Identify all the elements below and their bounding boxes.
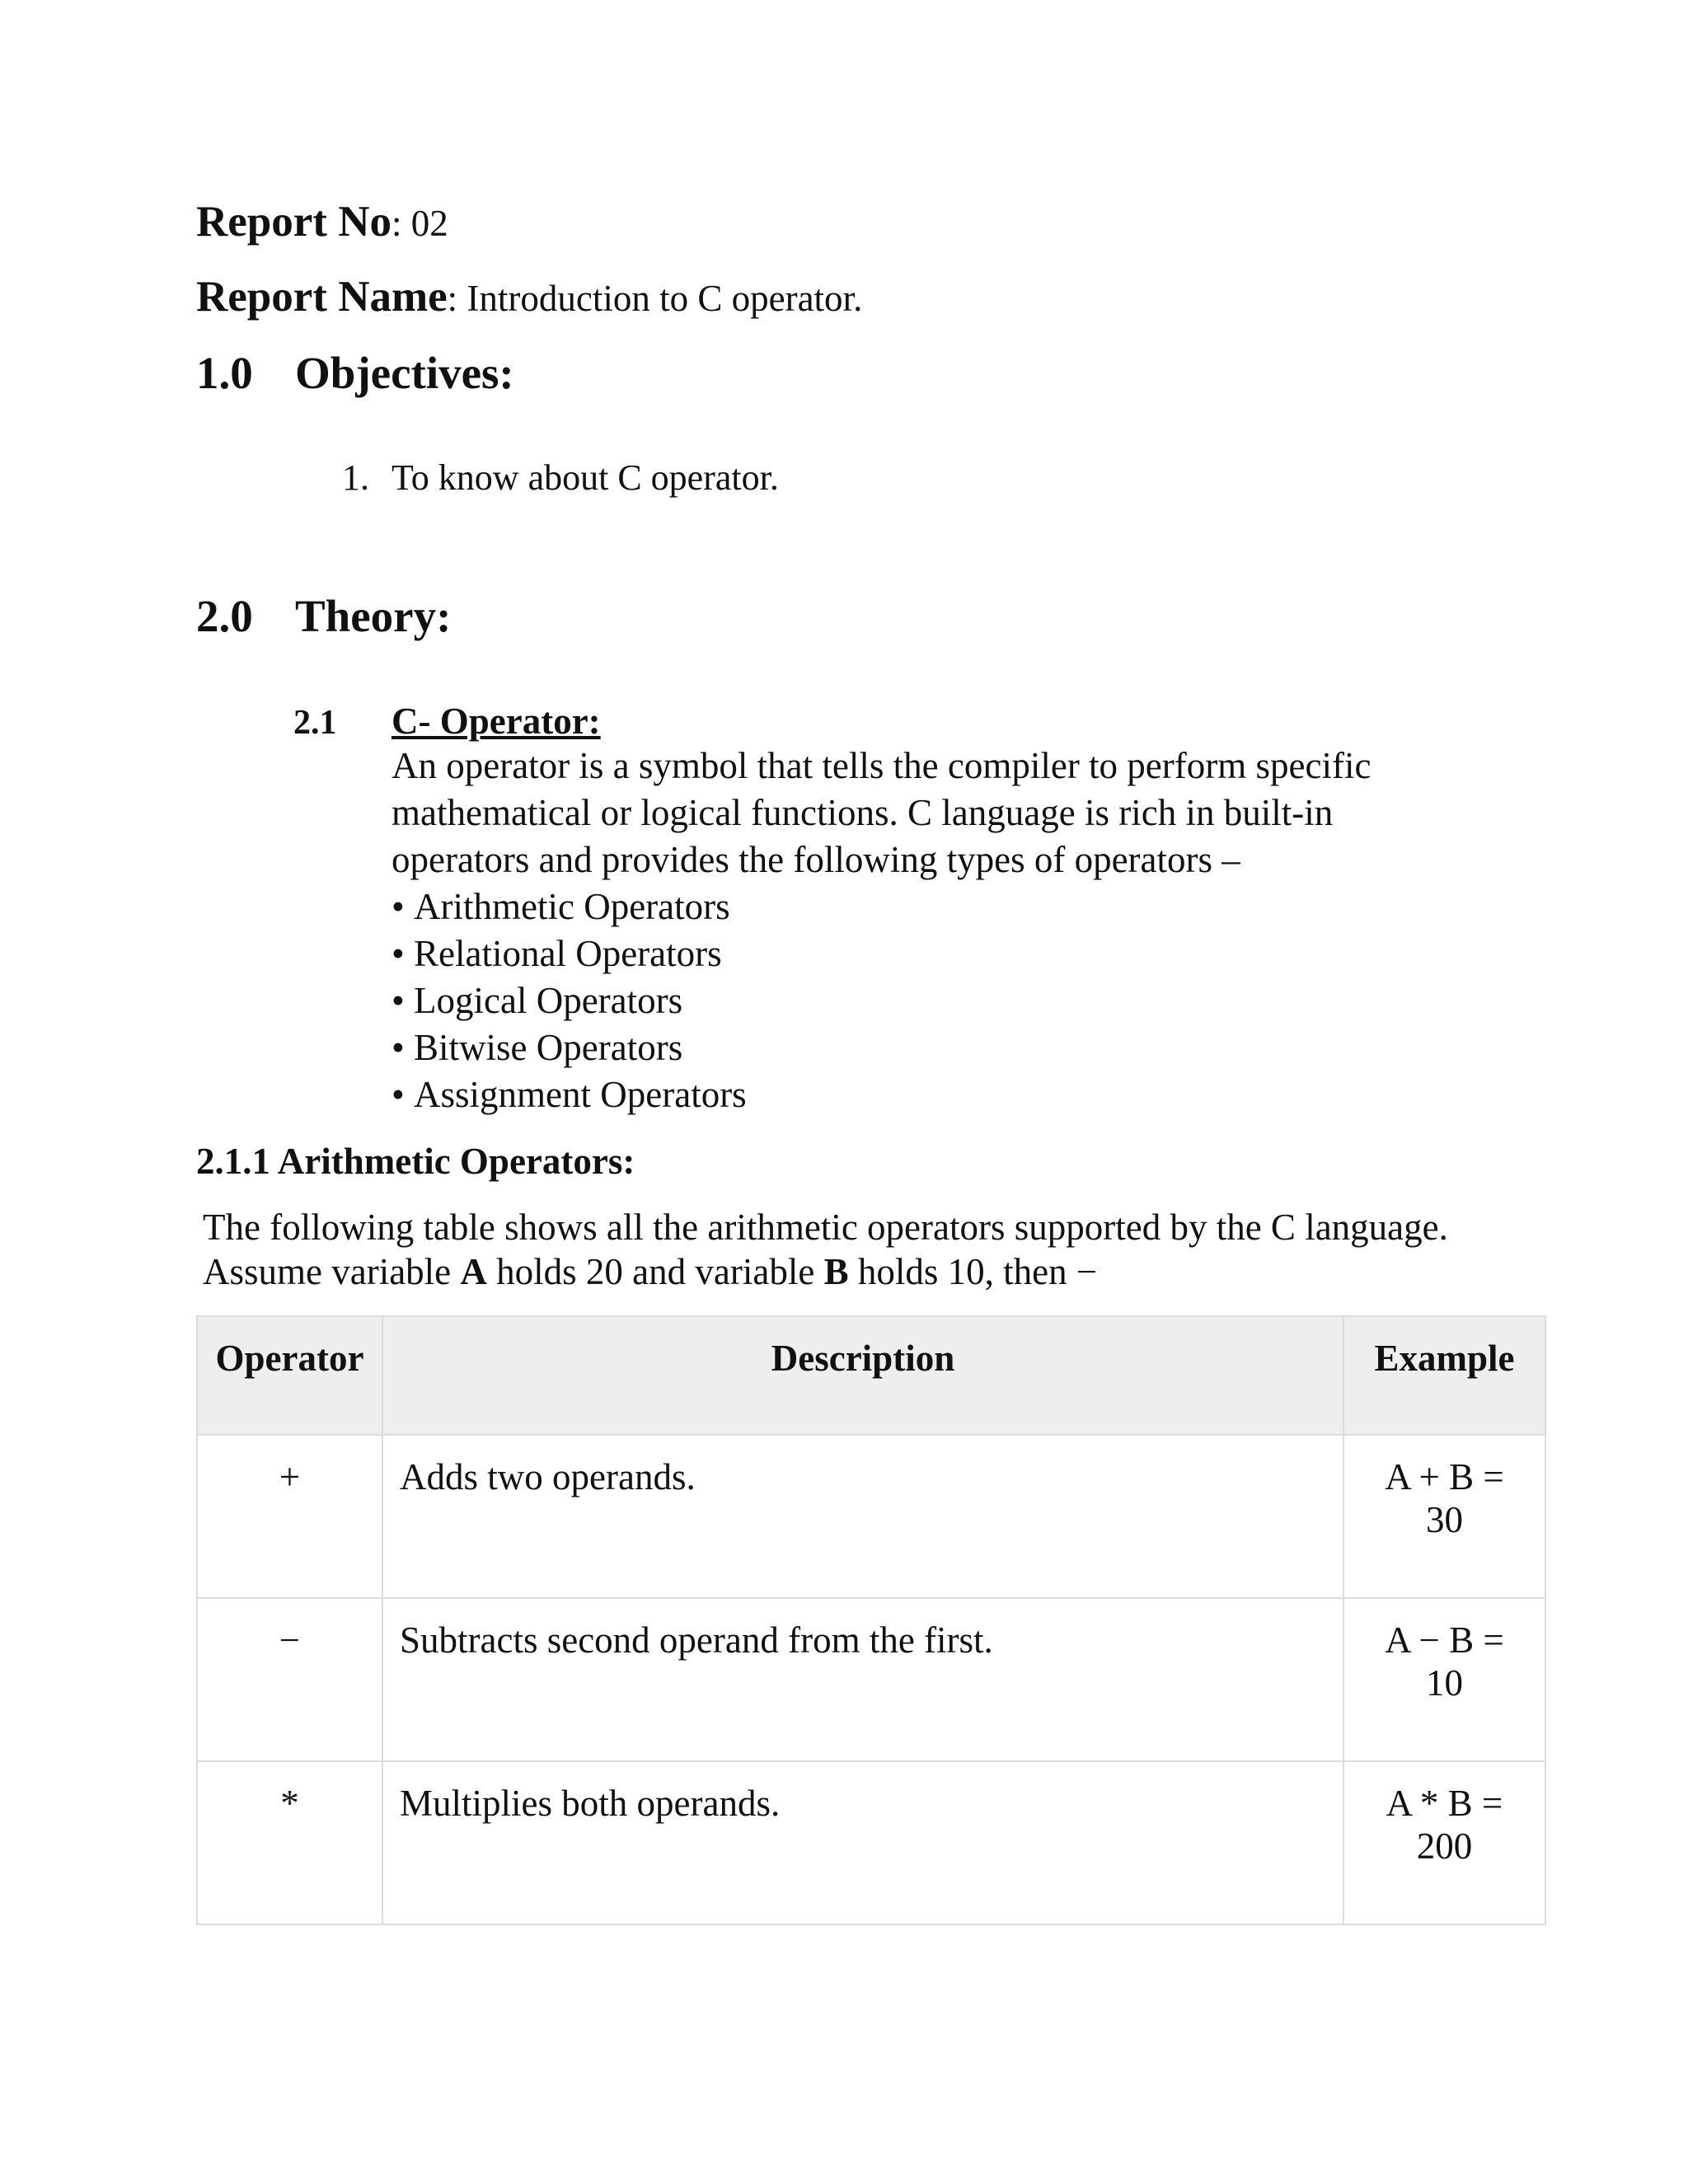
objectives-heading <box>196 350 514 396</box>
list-item: • Logical Operators <box>392 977 1371 1024</box>
operator-types-list <box>392 883 1371 1118</box>
report-name-value: : Introduction to C operator. <box>447 278 863 319</box>
example-result: 30 <box>1426 1499 1463 1540</box>
objective-item-number: 1. <box>342 457 369 498</box>
example-result: 200 <box>1416 1825 1473 1867</box>
example-result: 10 <box>1426 1662 1463 1704</box>
theory-heading <box>196 593 451 639</box>
cell-operator: * <box>197 1761 382 1924</box>
header-example: Example <box>1343 1316 1545 1435</box>
cell-description: Multiplies both operands. <box>382 1761 1343 1924</box>
example-expression: A * B = <box>1386 1783 1503 1824</box>
intro-text: Assume variable <box>203 1251 461 1292</box>
arithmetic-operators-table <box>196 1315 1546 1925</box>
intro-text: holds 10, then − <box>848 1251 1098 1292</box>
report-number-line <box>196 200 448 244</box>
report-number-value: : 02 <box>391 203 448 244</box>
table-row <box>197 1598 1545 1761</box>
arithmetic-intro <box>203 1205 1604 1294</box>
header-description: Description <box>382 1316 1343 1435</box>
body-line: operators and provides the following types of operators – <box>392 839 1240 880</box>
cell-description: Subtracts second operand from the first. <box>382 1598 1343 1761</box>
table-row <box>197 1435 1545 1598</box>
objectives-number: 1.0 <box>196 348 253 398</box>
table-row <box>197 1761 1545 1924</box>
cell-example <box>1343 1598 1545 1761</box>
subsection-title: C- Operator: <box>392 701 601 742</box>
intro-text: holds 20 and variable <box>486 1251 824 1292</box>
objective-item <box>342 457 779 498</box>
intro-line-1: The following table shows all the arithmetic operators supported by the C language. <box>203 1207 1448 1248</box>
list-item: • Relational Operators <box>392 930 1371 977</box>
report-number-label: Report No <box>196 198 392 246</box>
theory-title: Theory: <box>295 591 452 641</box>
example-expression: A + B = <box>1385 1456 1504 1497</box>
table-header-row <box>197 1316 1545 1435</box>
report-name-label: Report Name <box>196 273 448 321</box>
theory-number: 2.0 <box>196 591 253 641</box>
list-item: • Bitwise Operators <box>392 1024 1371 1071</box>
variable-a: A <box>460 1251 487 1292</box>
list-item: • Assignment Operators <box>392 1071 1371 1118</box>
subsection-number: 2.1 <box>293 704 337 742</box>
arithmetic-heading: 2.1.1 Arithmetic Operators: <box>196 1141 635 1182</box>
list-item: • Arithmetic Operators <box>392 883 1371 930</box>
header-operator: Operator <box>197 1316 382 1435</box>
objectives-title: Objectives: <box>295 348 514 398</box>
body-line: mathematical or logical functions. C language is rich in built-in <box>392 792 1334 833</box>
body-line: An operator is a symbol that tells the compiler to perform specific <box>392 745 1372 786</box>
cell-operator: − <box>197 1598 382 1761</box>
objective-item-text: To know about C operator. <box>392 457 779 498</box>
variable-b: B <box>823 1251 849 1292</box>
cell-operator: + <box>197 1435 382 1598</box>
subsection-body <box>392 743 1371 1118</box>
cell-example <box>1343 1761 1545 1924</box>
cell-example <box>1343 1435 1545 1598</box>
intro-line-2 <box>203 1249 1604 1294</box>
cell-description: Adds two operands. <box>382 1435 1343 1598</box>
example-expression: A − B = <box>1385 1619 1504 1661</box>
report-name-line <box>196 275 862 319</box>
